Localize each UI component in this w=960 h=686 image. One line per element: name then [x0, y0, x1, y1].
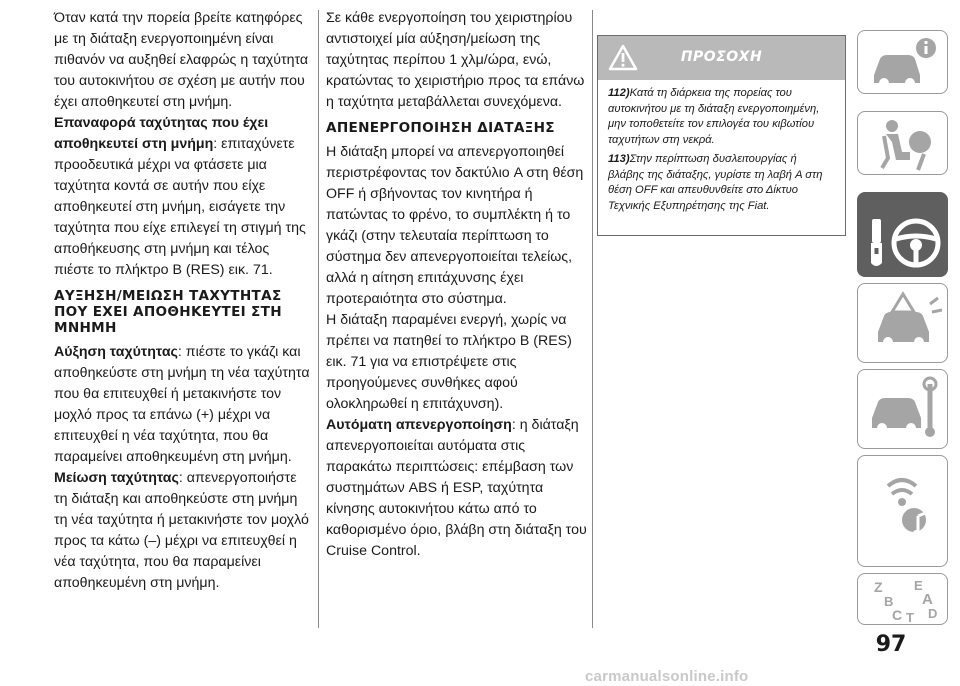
- paragraph-decrease-speed: [54, 468, 312, 594]
- index-letter: Z: [874, 579, 883, 595]
- column-divider: [592, 10, 593, 628]
- warning-title: ΠΡΟΣΟΧΗ: [680, 49, 763, 65]
- warning-item-number: 113): [608, 153, 630, 165]
- increase-speed-text: : πιέστε το γκάζι και αποθηκεύστε στη μνήμη τη νέα ταχύτητα που θα επιτευχθεί ή μετακινήστε τον μοχλό προς τα επάνω (+) μέχρι να επιτευχθεί η νέα ταχύτητα, που θα παραμείνει αποθηκευμένη στη μνήμη.: [54, 344, 310, 465]
- paragraph-speed-step: Σε κάθε ενεργοποίηση του χειριστηρίου αντιστοιχεί μία αύξηση/μείωση της ταχύτητας περίπου 1 χλμ/ώρα, ενώ, κρατώντας το χειριστήριο προς τα επάνω η ταχύτητα μεταβάλλεται συνεχόμενα.: [326, 10, 585, 110]
- left-column: [54, 8, 312, 594]
- section-heading-increase-decrease: ΑΥΞΗΣΗ/ΜΕΙΩΣΗ ΤΑΧΥΤΗΤΑΣ ΠΟΥ ΕΧΕΙ ΑΠΟΘΗΚΕΥΤΕΙ ΣΤΗ ΜΝΗΜΗ: [54, 288, 282, 336]
- section-heading-deactivation: ΑΠΕΝΕΡΓΟΠΟΙΗΣΗ ΔΙΑΤΑΞΗΣ: [326, 120, 555, 136]
- index-letter: T: [906, 610, 914, 625]
- warning-box: [597, 35, 846, 236]
- warning-item-number: 112): [608, 87, 630, 99]
- paragraph-auto-deactivation: [326, 415, 588, 562]
- warning-item-text: Κατά τη διάρκεια της πορείας του αυτοκινήτου με τη διάταξη ενεργοποιημένη, μην τοποθετείτε τον επιλογέα του κιβωτίου ταχυτήτων στη νεκρά.: [608, 87, 820, 146]
- tab-safety[interactable]: [857, 111, 948, 175]
- auto-deactivation-text: : η διάταξη απενεργοποιείται αυτόματα στις παρακάτω περιπτώσεις: επέμβαση των συστημάτων ABS ή ESP, ταχύτητα κίνησης αυτοκινήτου κάτω από το καθορισμένο όριο, βλάβη στη διάταξη του Cruise Control.: [326, 417, 587, 559]
- tab-emergency[interactable]: [857, 283, 948, 363]
- paragraph-restore-speed: [54, 113, 312, 281]
- warning-item: [608, 152, 835, 214]
- paragraph-deactivation: Η διάταξη μπορεί να απενεργοποιηθεί περιστρέφοντας τον δακτύλιο A στη θέση OFF ή σβήνοντας τον κινητήρα ή πατώντας το φρένο, το συμπλέκτη ή το γκάζι (στην τελευταία περίπτωση το σύστημα δεν απενεργοποιείται τελείως, αλλά η αίτηση επιτάχυνσης έχει προτεραιότητα στο σύστημα.: [326, 144, 584, 307]
- paragraph-increase-speed: [54, 342, 312, 468]
- index-letter: E: [914, 578, 923, 593]
- column-divider: [318, 10, 319, 628]
- tab-starting-driving[interactable]: [857, 192, 948, 277]
- auto-deactivation-term: Αυτόματη απενεργοποίηση: [326, 417, 512, 433]
- tab-maintenance[interactable]: [857, 369, 948, 449]
- restore-speed-term: Επαναφορά ταχύτητας που έχει αποθηκευτεί στη μνήμη: [54, 115, 269, 152]
- key-steering-wheel-icon: [858, 193, 949, 278]
- multimedia-icon: [858, 456, 949, 568]
- tab-car-info[interactable]: [857, 30, 948, 94]
- warning-lights-icon: [858, 284, 949, 364]
- watermark: carmanualsonline.info: [585, 668, 749, 685]
- paragraph-downhill: Όταν κατά την πορεία βρείτε κατηφόρες με τη διάταξη ενεργοποιημένη είναι πιθανόν να αυξηθεί ελαφρώς η ταχύτητα του αυτοκινήτου σε σχέση με αυτήν που έχει αποθηκευτεί στη μνήμη.: [54, 10, 309, 110]
- warning-item: [608, 86, 835, 148]
- tab-multimedia[interactable]: [857, 455, 948, 567]
- warning-header: [598, 36, 845, 80]
- increase-speed-term: Αύξηση ταχύτητας: [54, 344, 178, 360]
- index-letters-icon: [858, 574, 949, 626]
- car-info-icon: [858, 31, 949, 95]
- index-letter: C: [892, 607, 903, 623]
- airbag-icon: [858, 112, 949, 176]
- index-letter: A: [922, 591, 933, 608]
- decrease-speed-term: Μείωση ταχύτητας: [54, 470, 179, 486]
- restore-speed-text: : επιταχύνετε προοδευτικά μέχρι να φτάσετε μια ταχύτητα κοντά σε αυτήν που είχε αποθηκευτεί στη μνήμη, εισάγετε την ταχύτητα που είχε επιλεγεί τη στιγμή της αποθήκευσης στη μνήμη και τέλος πιέστε το πλήκτρο B (RES) εικ. 71.: [54, 136, 306, 278]
- warning-body: [598, 80, 845, 214]
- decrease-speed-text: : απενεργοποιήστε τη διάταξη και αποθηκεύστε στη μνήμη τη νέα ταχύτητα ή μετακινήστε τον μοχλό προς τα κάτω (–) μέχρι να επιτευχθεί η νέα ταχύτητα, που θα παραμείνει αποθηκευμένη στη μνήμη.: [54, 470, 309, 591]
- index-letter: B: [884, 594, 894, 609]
- warning-item-text: Στην περίπτωση δυσλειτουργίας ή βλάβης της διάταξης, γυρίστε τη λαβή A στη θέση OFF και απευθυνθείτε στο Δίκτυο Τεχνικής Εξυπηρέτησης της Fiat.: [608, 153, 823, 212]
- paragraph-remains-active: Η διάταξη παραμένει ενεργή, χωρίς να πρέπει να πατηθεί το πλήκτρο B (RES) εικ. 71 για να επιστρέψετε στις προηγούμενες συνθήκες αφού ολοκληρωθεί η επιτάχυνση).: [326, 312, 572, 412]
- page-number: 97: [875, 632, 907, 657]
- index-letter: D: [928, 606, 938, 621]
- middle-column: [326, 8, 588, 562]
- tab-index[interactable]: [857, 573, 948, 625]
- car-maintenance-icon: [858, 370, 949, 450]
